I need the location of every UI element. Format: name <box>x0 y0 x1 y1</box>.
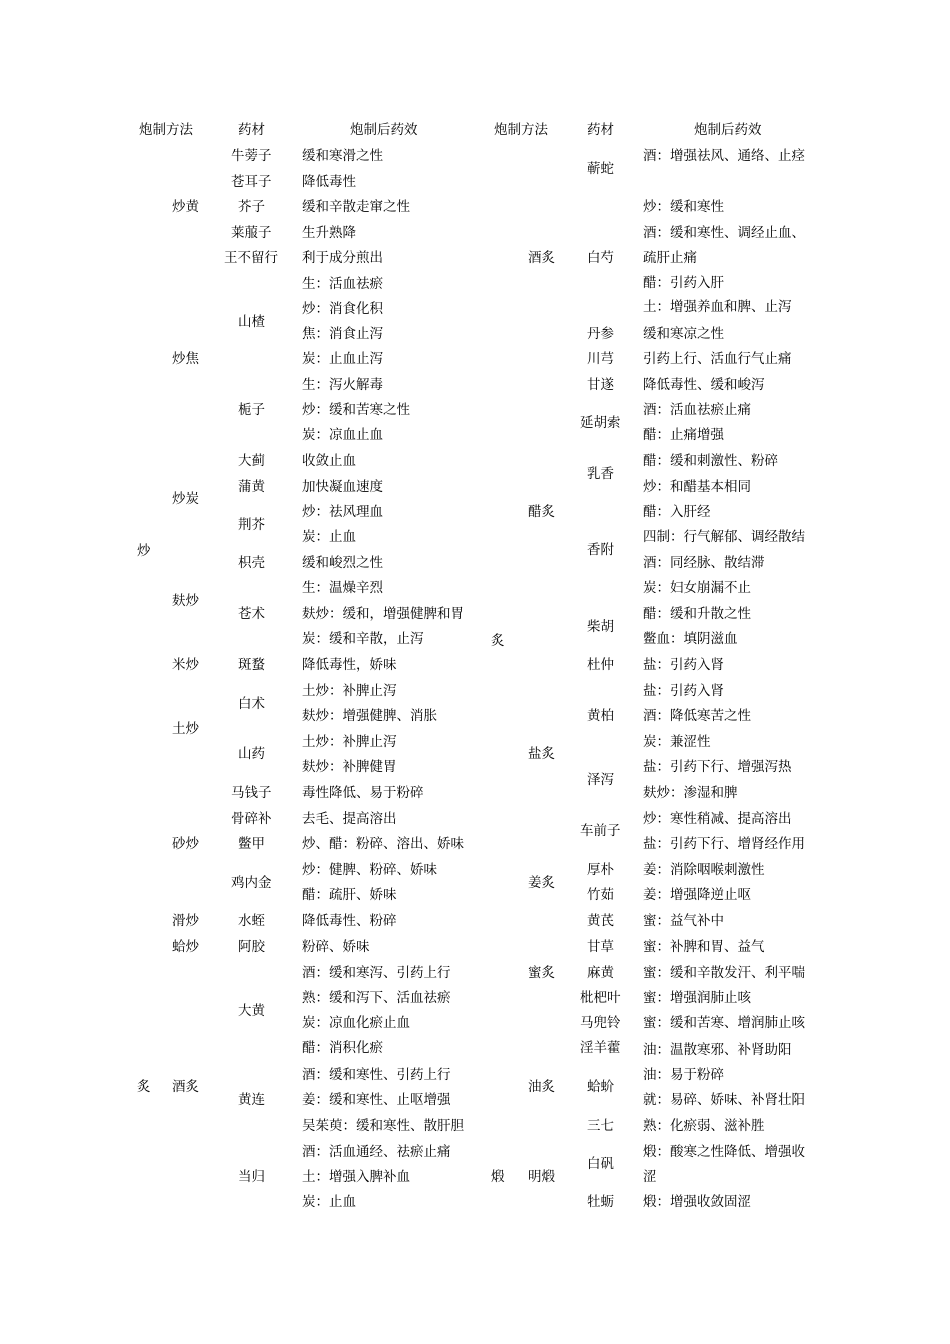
left-effect-cell: 炭：止血 <box>302 1194 356 1210</box>
left-effect-cell: 缓和峻烈之性 <box>302 555 383 571</box>
right-herb-cell: 白芍 <box>587 250 614 266</box>
left-method-cell: 炒黄 <box>172 199 199 215</box>
left-header-method: 炮制方法 <box>139 122 193 138</box>
right-effect-cell: 醋：入肝经 <box>643 504 711 520</box>
left-effect-cell: 利于成分煎出 <box>302 250 383 266</box>
right-herb-cell: 马兜铃 <box>580 1015 621 1031</box>
right-herb-cell: 泽泻 <box>587 772 614 788</box>
left-effect-cell: 粉碎、娇味 <box>302 939 370 955</box>
right-effect-cell: 炒：缓和寒性 <box>643 199 724 215</box>
right-effect-cell: 姜：消除咽喉刺激性 <box>643 862 765 878</box>
right-effect-cell: 酒：降低寒苦之性 <box>643 708 751 724</box>
right-herb-cell: 甘草 <box>587 939 614 955</box>
right-herb-cell: 牡蛎 <box>587 1194 614 1210</box>
left-effect-cell: 加快凝血速度 <box>302 479 383 495</box>
left-effect-cell: 炭：凉血止血 <box>302 427 383 443</box>
left-effect-cell: 降低毒性 <box>302 174 356 190</box>
left-herb-cell: 栀子 <box>238 402 265 418</box>
right-herb-cell: 黄柏 <box>587 708 614 724</box>
left-effect-cell: 毒性降低、易于粉碎 <box>302 785 424 801</box>
right-effect-cell: 蜜：缓和苦寒、增润肺止咳 <box>643 1015 805 1031</box>
right-effect-cell: 油：温散寒邪、补肾助阳 <box>643 1042 792 1058</box>
right-herb-cell: 枇杷叶 <box>580 990 621 1006</box>
right-herb-cell: 三七 <box>587 1118 614 1134</box>
left-herb-cell: 阿胶 <box>238 939 265 955</box>
right-effect-cell: 四制：行气解郁、调经散结 <box>643 529 805 545</box>
right-effect-cell: 盐：引药入肾 <box>643 683 724 699</box>
right-herb-cell: 柴胡 <box>587 619 614 635</box>
left-effect-cell: 炒：缓和苦寒之性 <box>302 402 410 418</box>
right-effect-cell: 醋：缓和刺激性、粉碎 <box>643 453 778 469</box>
right-effect-cell: 土：增强养血和脾、止泻 <box>643 299 792 315</box>
left-herb-cell: 苍耳子 <box>231 174 272 190</box>
right-effect-cell: 煅：酸寒之性降低、增强收 <box>643 1144 805 1160</box>
right-effect-cell: 煅：增强收敛固涩 <box>643 1194 751 1210</box>
left-effect-cell: 酒：缓和寒泻、引药上行 <box>302 965 451 981</box>
left-herb-cell: 山药 <box>238 746 265 762</box>
left-herb-cell: 大蓟 <box>238 453 265 469</box>
right-herb-cell: 杜仲 <box>587 657 614 673</box>
right-effect-cell: 醋：缓和升散之性 <box>643 606 751 622</box>
left-herb-cell: 大黄 <box>238 1003 265 1019</box>
left-effect-cell: 熟：缓和泻下、活血祛瘀 <box>302 990 451 1006</box>
left-effect-cell: 收敛止血 <box>302 453 356 469</box>
left-effect-cell: 炒：祛风理血 <box>302 504 383 520</box>
right-effect-cell: 炒：寒性稍减、提高溶出 <box>643 811 792 827</box>
right-header-method: 炮制方法 <box>494 122 548 138</box>
right-effect-cell: 炭：妇女崩漏不止 <box>643 580 751 596</box>
left-herb-cell: 鳖甲 <box>238 836 265 852</box>
left-effect-cell: 炭：缓和辛散，止泻 <box>302 631 424 647</box>
right-herb-cell: 甘遂 <box>587 377 614 393</box>
left-herb-cell: 当归 <box>238 1169 265 1185</box>
right-effect-cell: 涩 <box>643 1169 657 1185</box>
left-effect-cell: 酒：缓和寒性、引药上行 <box>302 1067 451 1083</box>
right-method-cell: 醋炙 <box>528 504 555 520</box>
left-effect-cell: 降低毒性，娇味 <box>302 657 397 673</box>
left-effect-cell: 吴茱萸：缓和寒性、散肝胆 <box>302 1118 464 1134</box>
right-effect-cell: 麸炒：渗湿和脾 <box>643 785 738 801</box>
right-effect-cell: 酒：缓和寒性、调经止血、 <box>643 225 805 241</box>
right-effect-cell: 醋：引药入肝 <box>643 275 724 291</box>
left-method-cell: 酒炙 <box>172 1079 199 1095</box>
left-effect-cell: 生：泻火解毒 <box>302 377 383 393</box>
right-effect-cell: 疏肝止痛 <box>643 250 697 266</box>
left-herb-cell: 山楂 <box>238 314 265 330</box>
right-herb-cell: 乳香 <box>587 466 614 482</box>
left-effect-cell: 炒：消食化积 <box>302 301 383 317</box>
right-method-cell: 蜜炙 <box>528 965 555 981</box>
left-effect-cell: 去毛、提高溶出 <box>302 811 397 827</box>
right-herb-cell: 白矾 <box>587 1156 614 1172</box>
left-herb-cell: 荆芥 <box>238 517 265 533</box>
left-method-cell: 滑炒 <box>172 913 199 929</box>
left-effect-cell: 炒：健脾、粉碎、娇味 <box>302 862 437 878</box>
right-category-cell: 炙 <box>491 633 505 649</box>
right-effect-cell: 盐：引药下行、增强泻热 <box>643 759 792 775</box>
left-effect-cell: 醋：疏肝、娇味 <box>302 887 397 903</box>
left-effect-cell: 麸炒：缓和，增强健脾和胃 <box>302 606 464 622</box>
right-herb-cell: 川芎 <box>587 351 614 367</box>
left-herb-cell: 斑蝥 <box>238 657 265 673</box>
right-herb-cell: 车前子 <box>580 823 621 839</box>
left-effect-cell: 土：增强入脾补血 <box>302 1169 410 1185</box>
left-category-cell: 炙 <box>137 1079 151 1095</box>
right-effect-cell: 就：易碎、娇味、补肾壮阳 <box>643 1092 805 1108</box>
left-effect-cell: 麸炒：补脾健胃 <box>302 759 397 775</box>
right-method-cell: 油炙 <box>528 1079 555 1095</box>
left-herb-cell: 王不留行 <box>224 250 278 266</box>
right-effect-cell: 缓和寒凉之性 <box>643 326 724 342</box>
left-herb-cell: 白术 <box>238 696 265 712</box>
right-effect-cell: 酒：同经脉、散结滞 <box>643 555 765 571</box>
left-method-cell: 炒炭 <box>172 491 199 507</box>
left-herb-cell: 鸡内金 <box>231 875 272 891</box>
left-effect-cell: 土炒：补脾止泻 <box>302 683 397 699</box>
left-method-cell: 米炒 <box>172 657 199 673</box>
left-method-cell: 土炒 <box>172 721 199 737</box>
left-method-cell: 炒焦 <box>172 351 199 367</box>
left-effect-cell: 炭：止血 <box>302 529 356 545</box>
left-category-cell: 炒 <box>137 543 151 559</box>
left-effect-cell: 酒：活血通经、祛瘀止痛 <box>302 1144 451 1160</box>
right-effect-cell: 盐：引药入肾 <box>643 657 724 673</box>
left-herb-cell: 马钱子 <box>231 785 272 801</box>
left-effect-cell: 麸炒：增强健脾、消胀 <box>302 708 437 724</box>
right-method-cell: 盐炙 <box>528 746 555 762</box>
right-herb-cell: 淫羊藿 <box>580 1040 621 1056</box>
left-herb-cell: 莱菔子 <box>231 225 272 241</box>
right-effect-cell: 姜：增强降逆止呕 <box>643 887 751 903</box>
right-method-cell: 明煅 <box>528 1169 555 1185</box>
right-herb-cell: 竹茹 <box>587 887 614 903</box>
right-method-cell: 姜炙 <box>528 875 555 891</box>
right-effect-cell: 降低毒性、缓和峻泻 <box>643 377 765 393</box>
right-effect-cell: 盐：引药下行、增肾经作用 <box>643 836 805 852</box>
left-herb-cell: 枳壳 <box>238 555 265 571</box>
right-category-cell: 煅 <box>491 1169 505 1185</box>
left-effect-cell: 炒、醋：粉碎、溶出、娇味 <box>302 836 464 852</box>
right-effect-cell: 蜜：缓和辛散发汗、利平喘 <box>643 965 805 981</box>
right-effect-cell: 熟：化瘀弱、滋补胜 <box>643 1118 765 1134</box>
left-header-herb: 药材 <box>238 122 265 138</box>
right-effect-cell: 酒：活血祛瘀止痛 <box>643 402 751 418</box>
right-effect-cell: 炒：和醋基本相同 <box>643 479 751 495</box>
left-method-cell: 蛤炒 <box>172 939 199 955</box>
right-effect-cell: 引药上行、活血行气止痛 <box>643 351 792 367</box>
right-effect-cell: 醋：止痛增强 <box>643 427 724 443</box>
left-effect-cell: 生：活血祛瘀 <box>302 276 383 292</box>
left-herb-cell: 牛蒡子 <box>231 148 272 164</box>
right-herb-cell: 延胡索 <box>580 415 621 431</box>
right-herb-cell: 蕲蛇 <box>587 161 614 177</box>
right-herb-cell: 丹参 <box>587 326 614 342</box>
left-herb-cell: 苍术 <box>238 606 265 622</box>
right-herb-cell: 麻黄 <box>587 965 614 981</box>
right-effect-cell: 鳖血：填阴滋血 <box>643 631 738 647</box>
left-effect-cell: 炭：凉血化瘀止血 <box>302 1015 410 1031</box>
right-effect-cell: 油：易于粉碎 <box>643 1067 724 1083</box>
left-effect-cell: 降低毒性、粉碎 <box>302 913 397 929</box>
left-effect-cell: 缓和辛散走窜之性 <box>302 199 410 215</box>
left-herb-cell: 水蛭 <box>238 913 265 929</box>
right-herb-cell: 黄芪 <box>587 913 614 929</box>
left-herb-cell: 黄连 <box>238 1092 265 1108</box>
left-effect-cell: 姜：缓和寒性、止呕增强 <box>302 1092 451 1108</box>
right-herb-cell: 蛤蚧 <box>587 1079 614 1095</box>
right-effect-cell: 蜜：补脾和胃、益气 <box>643 939 765 955</box>
right-herb-cell: 厚朴 <box>587 862 614 878</box>
left-method-cell: 麸炒 <box>172 593 199 609</box>
left-effect-cell: 缓和寒滑之性 <box>302 148 383 164</box>
left-herb-cell: 骨碎补 <box>231 811 272 827</box>
left-effect-cell: 生升熟降 <box>302 225 356 241</box>
right-herb-cell: 香附 <box>587 542 614 558</box>
right-method-cell: 酒炙 <box>528 250 555 266</box>
left-herb-cell: 蒲黄 <box>238 479 265 495</box>
left-effect-cell: 炭：止血止泻 <box>302 351 383 367</box>
left-effect-cell: 土炒：补脾止泻 <box>302 734 397 750</box>
right-effect-cell: 酒：增强祛风、通络、止痉 <box>643 148 805 164</box>
right-effect-cell: 蜜：益气补中 <box>643 913 724 929</box>
left-effect-cell: 焦：消食止泻 <box>302 326 383 342</box>
left-header-effect: 炮制后药效 <box>350 122 418 138</box>
left-herb-cell: 芥子 <box>238 199 265 215</box>
right-header-effect: 炮制后药效 <box>694 122 762 138</box>
right-effect-cell: 蜜：增强润肺止咳 <box>643 990 751 1006</box>
left-effect-cell: 生：温燥辛烈 <box>302 580 383 596</box>
right-header-herb: 药材 <box>587 122 614 138</box>
right-effect-cell: 炭：兼涩性 <box>643 734 711 750</box>
left-effect-cell: 醋：消积化瘀 <box>302 1040 383 1056</box>
left-method-cell: 砂炒 <box>172 836 199 852</box>
